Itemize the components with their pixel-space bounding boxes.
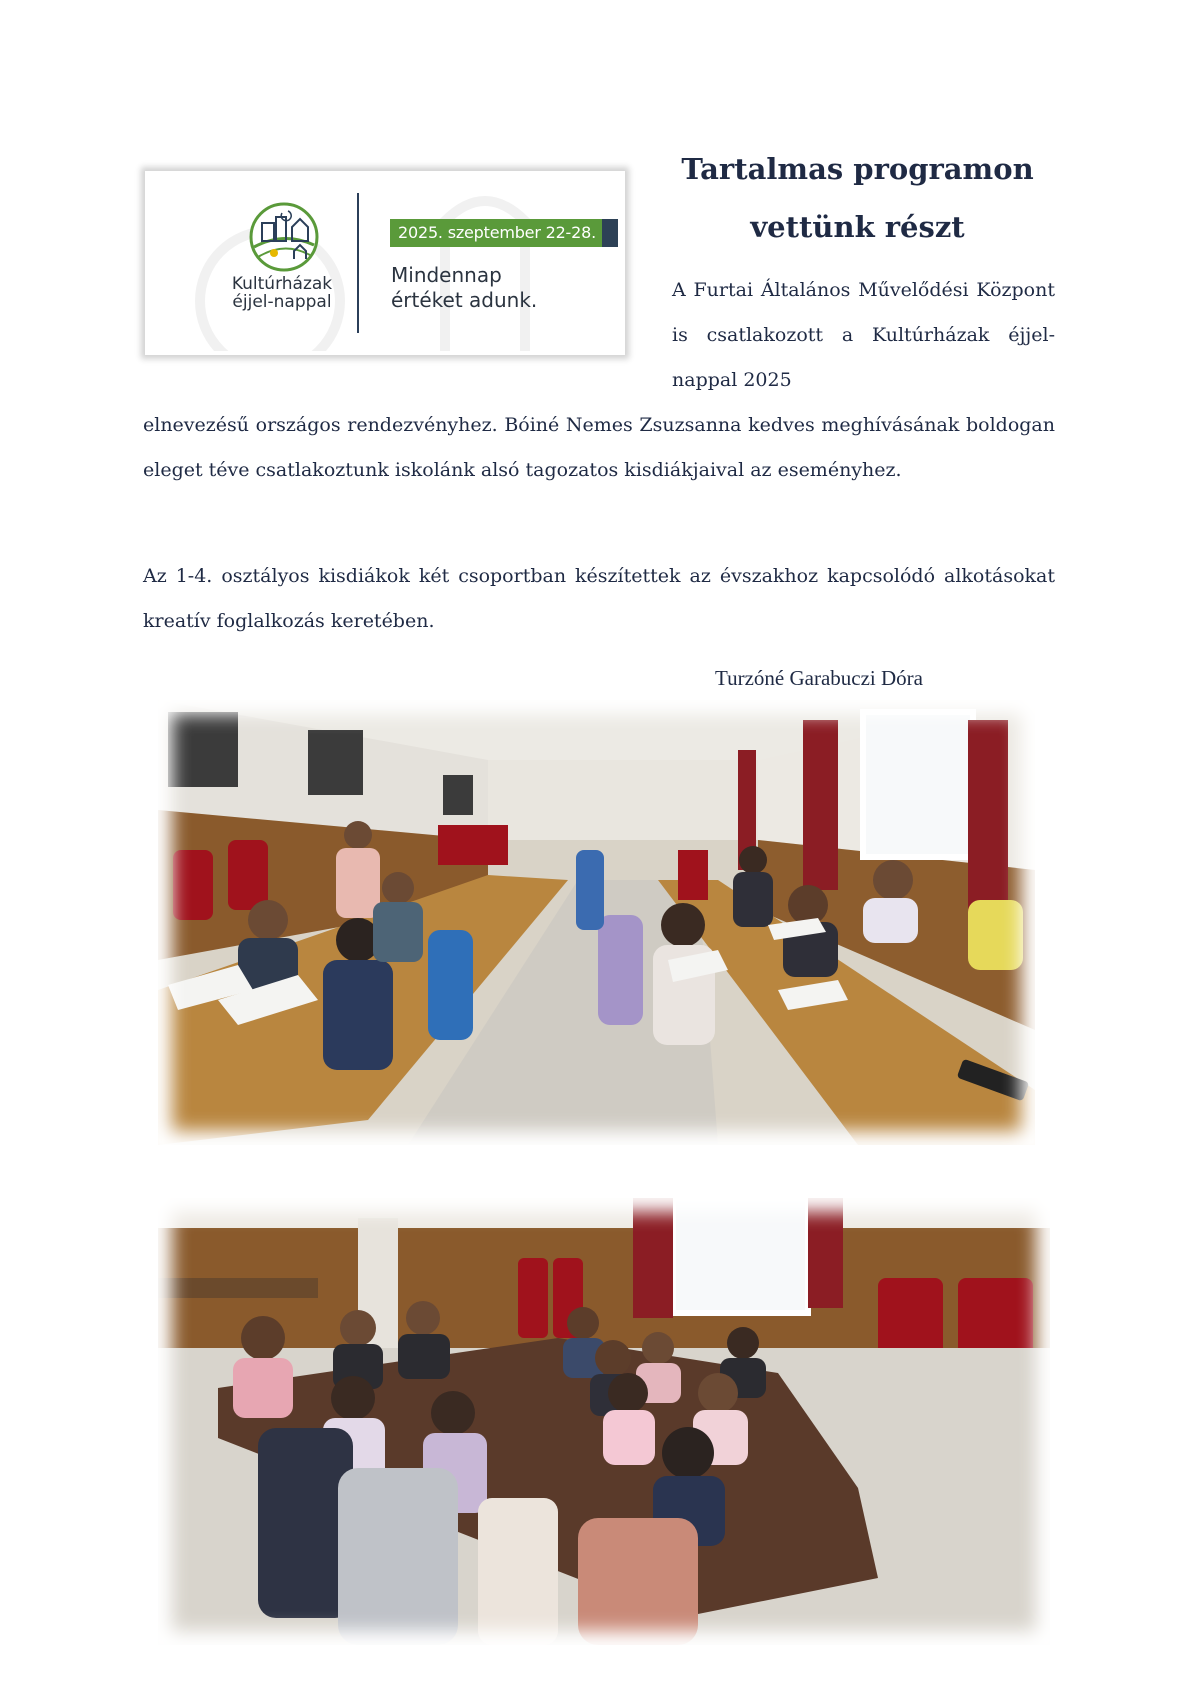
house-emblem-icon xyxy=(248,201,320,273)
title-line2: vettünk részt xyxy=(750,210,965,244)
motto-line1: Mindennap xyxy=(391,263,502,287)
motto-line2: értéket adunk. xyxy=(391,288,538,312)
article-author: Turzóné Garabuczi Dóra xyxy=(715,666,923,690)
logo-text-line2: éjjel-nappal xyxy=(232,292,332,312)
classroom-photo-2 xyxy=(158,1198,1050,1645)
article-title xyxy=(660,140,1055,256)
classroom-photo-icon xyxy=(158,700,1035,1145)
classroom-photo-1 xyxy=(158,700,1035,1145)
classroom-photo-icon xyxy=(158,1198,1050,1645)
paragraph1-lead: A Furtai Általános Művelődési Központ is csatlakozott a Kultúrházak éjjel-nappal 2025 xyxy=(672,279,1055,391)
event-date: 2025. szeptember 22-28. xyxy=(398,223,596,242)
logo-wordmark xyxy=(207,275,357,311)
date-badge xyxy=(390,219,618,247)
banner-motto xyxy=(391,263,537,313)
event-logo-banner xyxy=(145,171,625,355)
title-line1: Tartalmas programon xyxy=(681,152,1034,186)
paragraph1-rest: elnevezésű országos rendezvényhez. Bóiné Nemes Zsuzsanna kedves meghívásának boldogan eleget téve csatlakoztunk iskolánk alsó tagozatos kisdiákjaival az eseményhez. xyxy=(143,414,1055,481)
banner-divider xyxy=(357,193,359,333)
logo-text-line1: Kultúrházak xyxy=(231,274,333,294)
paragraph2: Az 1-4. osztályos kisdiákok két csoportban készítettek az évszakhoz kapcsolódó alkotásokat kreatív foglalkozás keretében. xyxy=(143,565,1055,632)
